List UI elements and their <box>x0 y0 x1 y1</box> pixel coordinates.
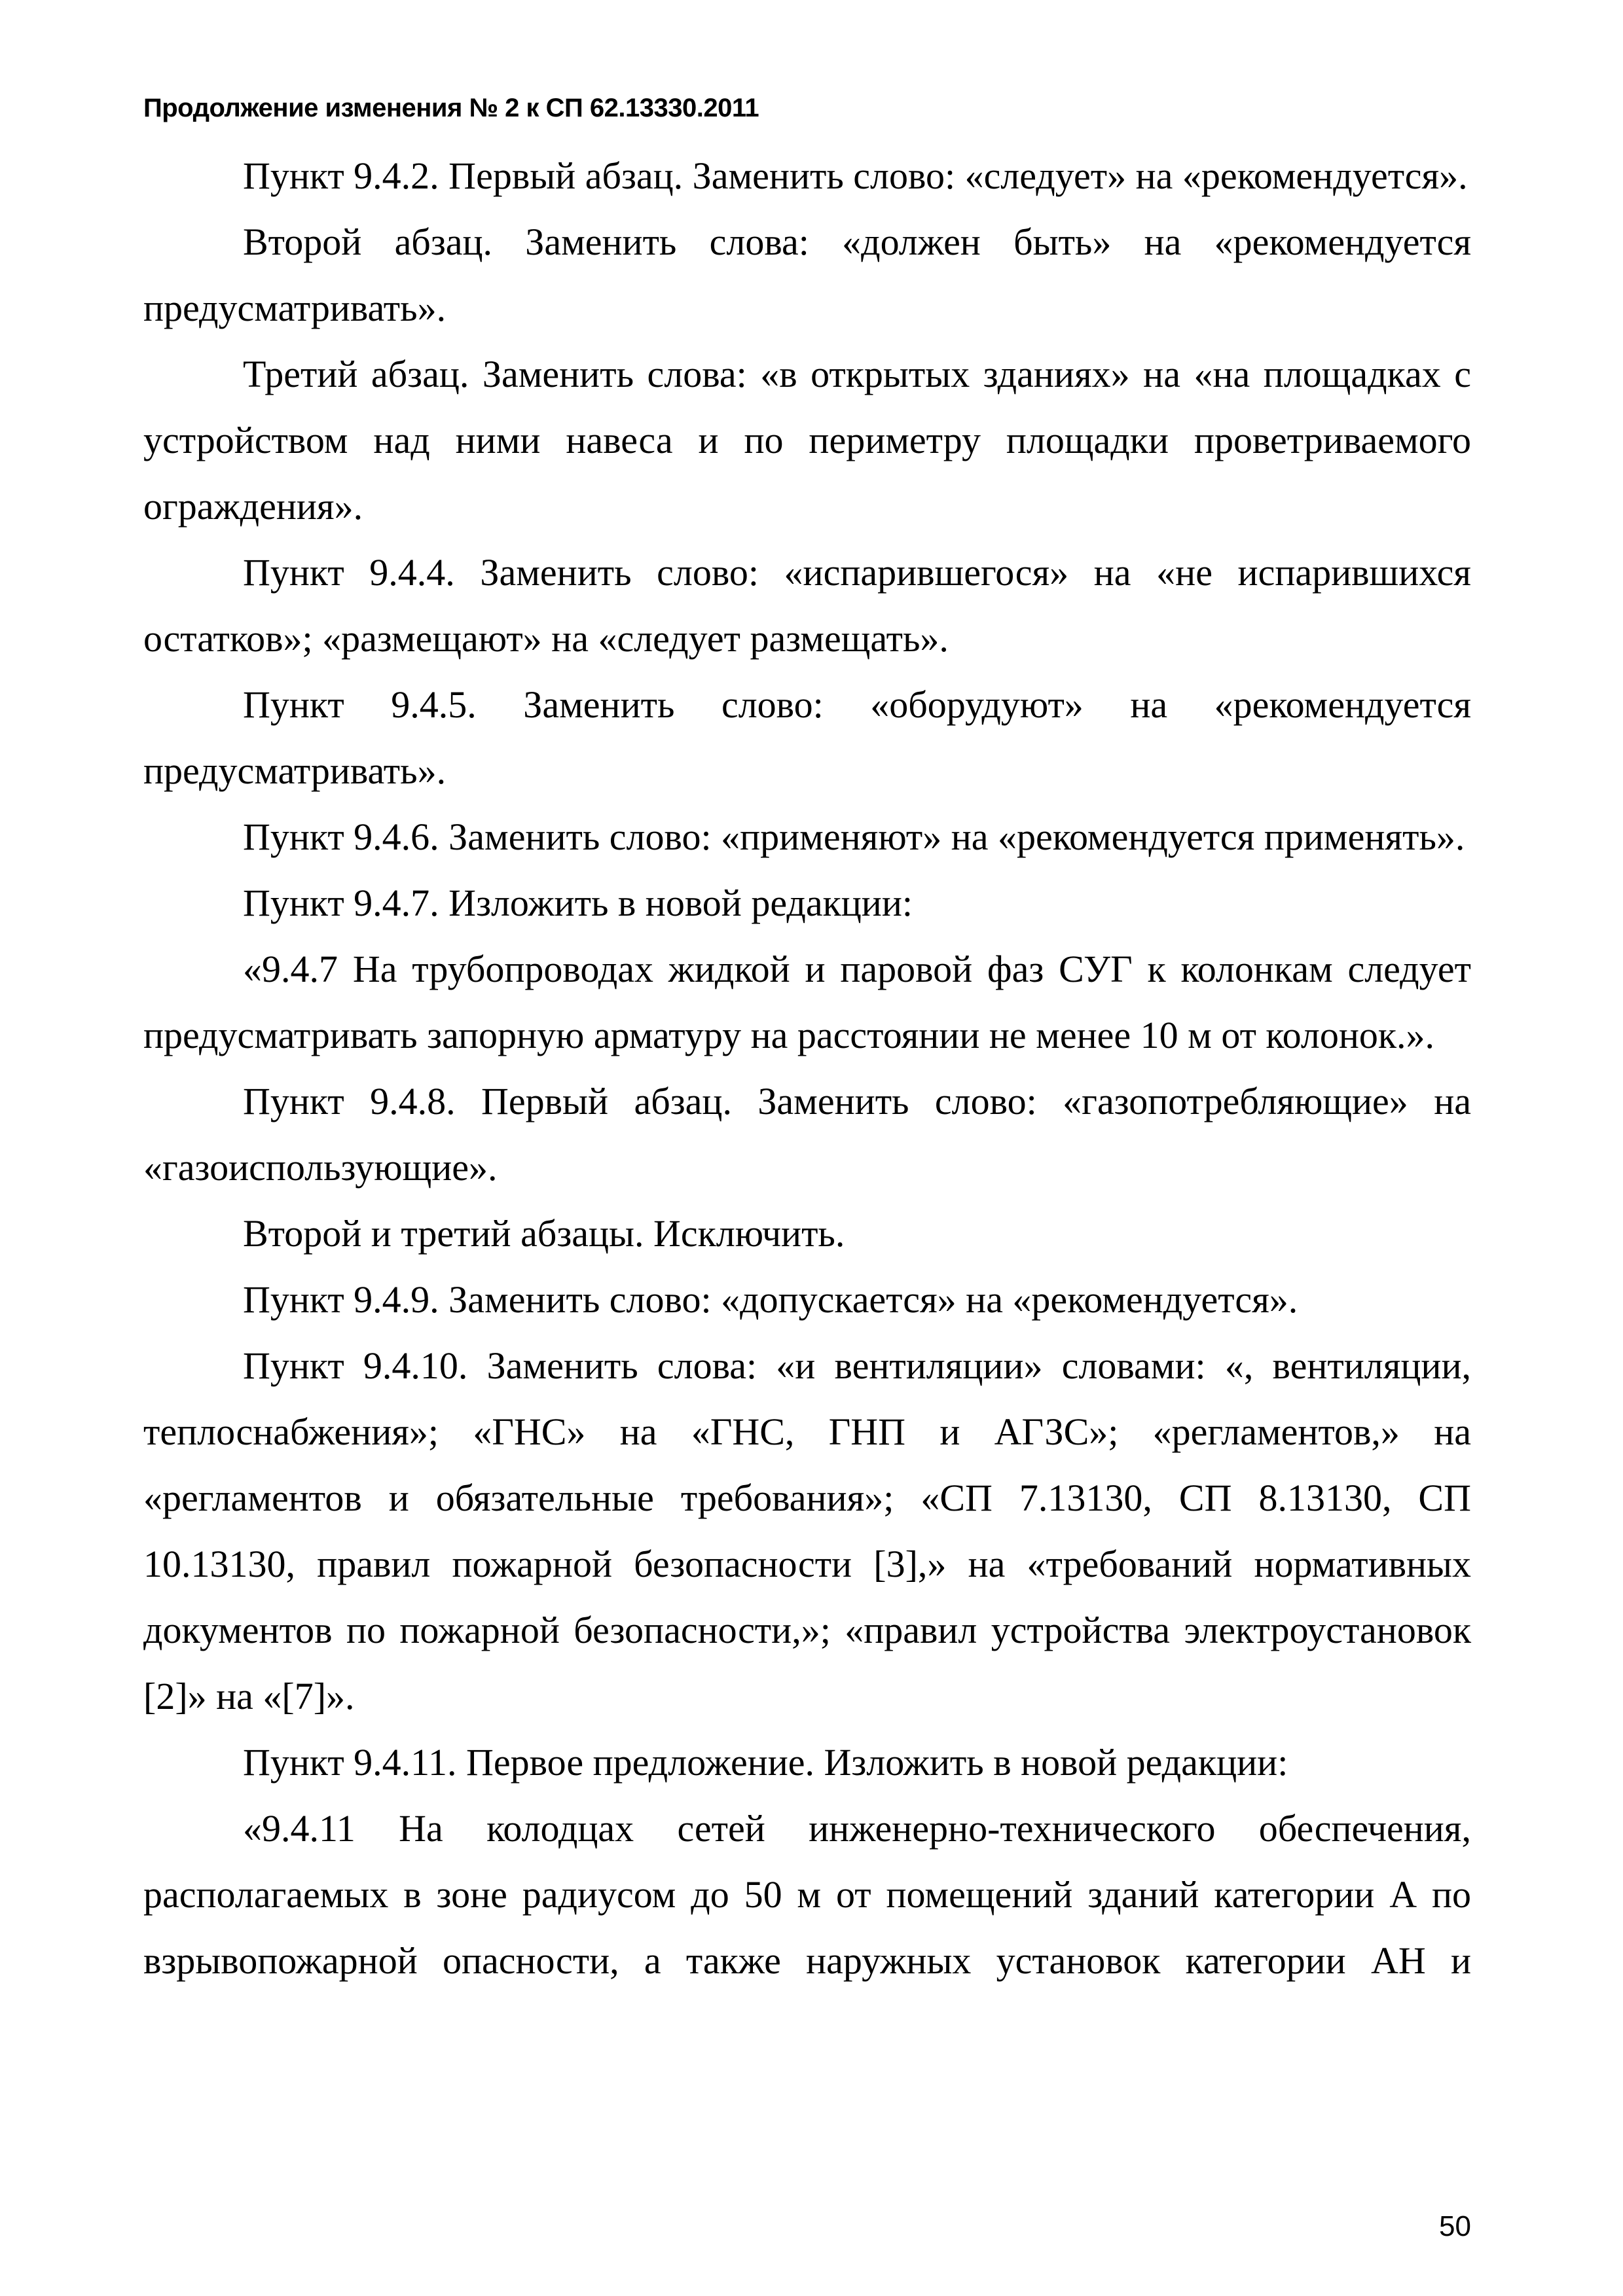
paragraph: Пункт 9.4.11. Первое предложение. Изложить в новой редакции: <box>243 1741 1288 1784</box>
paragraph: Третий абзац. Заменить слова: «в открытых зданиях» на «на площадках с устройством над ними навеса и по периметру площадки проветриваемого ограждения». <box>143 353 1471 528</box>
document-body <box>143 143 1471 1994</box>
paragraph: Пункт 9.4.6. Заменить слово: «применяют» на «рекомендуется применять». <box>243 816 1465 858</box>
paragraph: Пункт 9.4.8. Первый абзац. Заменить слово: «газопотребляющие» на «газоиспользующие». <box>143 1080 1471 1189</box>
paragraph: Второй абзац. Заменить слова: «должен быть» на «рекомендуется предусматривать». <box>143 221 1471 329</box>
paragraph: Второй и третий абзацы. Исключить. <box>243 1212 845 1255</box>
running-header: Продолжение изменения № 2 к СП 62.13330.2011 <box>143 94 759 122</box>
page-number: 50 <box>1439 2210 1471 2242</box>
paragraph: Пункт 9.4.5. Заменить слово: «оборудуют» на «рекомендуется предусматривать». <box>143 683 1471 792</box>
paragraph: Пункт 9.4.7. Изложить в новой редакции: <box>243 882 913 924</box>
paragraph: Пункт 9.4.2. Первый абзац. Заменить слово: «следует» на «рекомендуется». <box>243 154 1468 197</box>
paragraph: Пункт 9.4.9. Заменить слово: «допускается» на «рекомендуется». <box>243 1278 1298 1321</box>
paragraph: Пункт 9.4.10. Заменить слова: «и вентиляции» словами: «, вентиляции, теплоснабжения»; «ГНС» на «ГНС, ГНП и АГЗС»; «регламентов,» на «регламентов и обязательные требования»; «СП 7.13130, СП 8.13130, СП 10.13130, правил пожарной безопасности [3],» на «требований нормативных документов по пожарной безопасности,»; «правил устройства электроустановок [2]» на «[7]». <box>143 1344 1471 1717</box>
paragraph: «9.4.7 На трубопроводах жидкой и паровой фаз СУГ к колонкам следует предусматривать запорную арматуру на расстоянии не менее 10 м от колонок.». <box>143 948 1471 1056</box>
paragraph: «9.4.11 На колодцах сетей инженерно-технического обеспечения, располагаемых в зоне радиусом до 50 м от помещений зданий категории А по взрывопожарной опасности, а также наружных установок категории АН и <box>143 1807 1471 1982</box>
paragraph: Пункт 9.4.4. Заменить слово: «испарившегося» на «не испарившихся остатков»; «размещают» на «следует размещать». <box>143 551 1471 660</box>
